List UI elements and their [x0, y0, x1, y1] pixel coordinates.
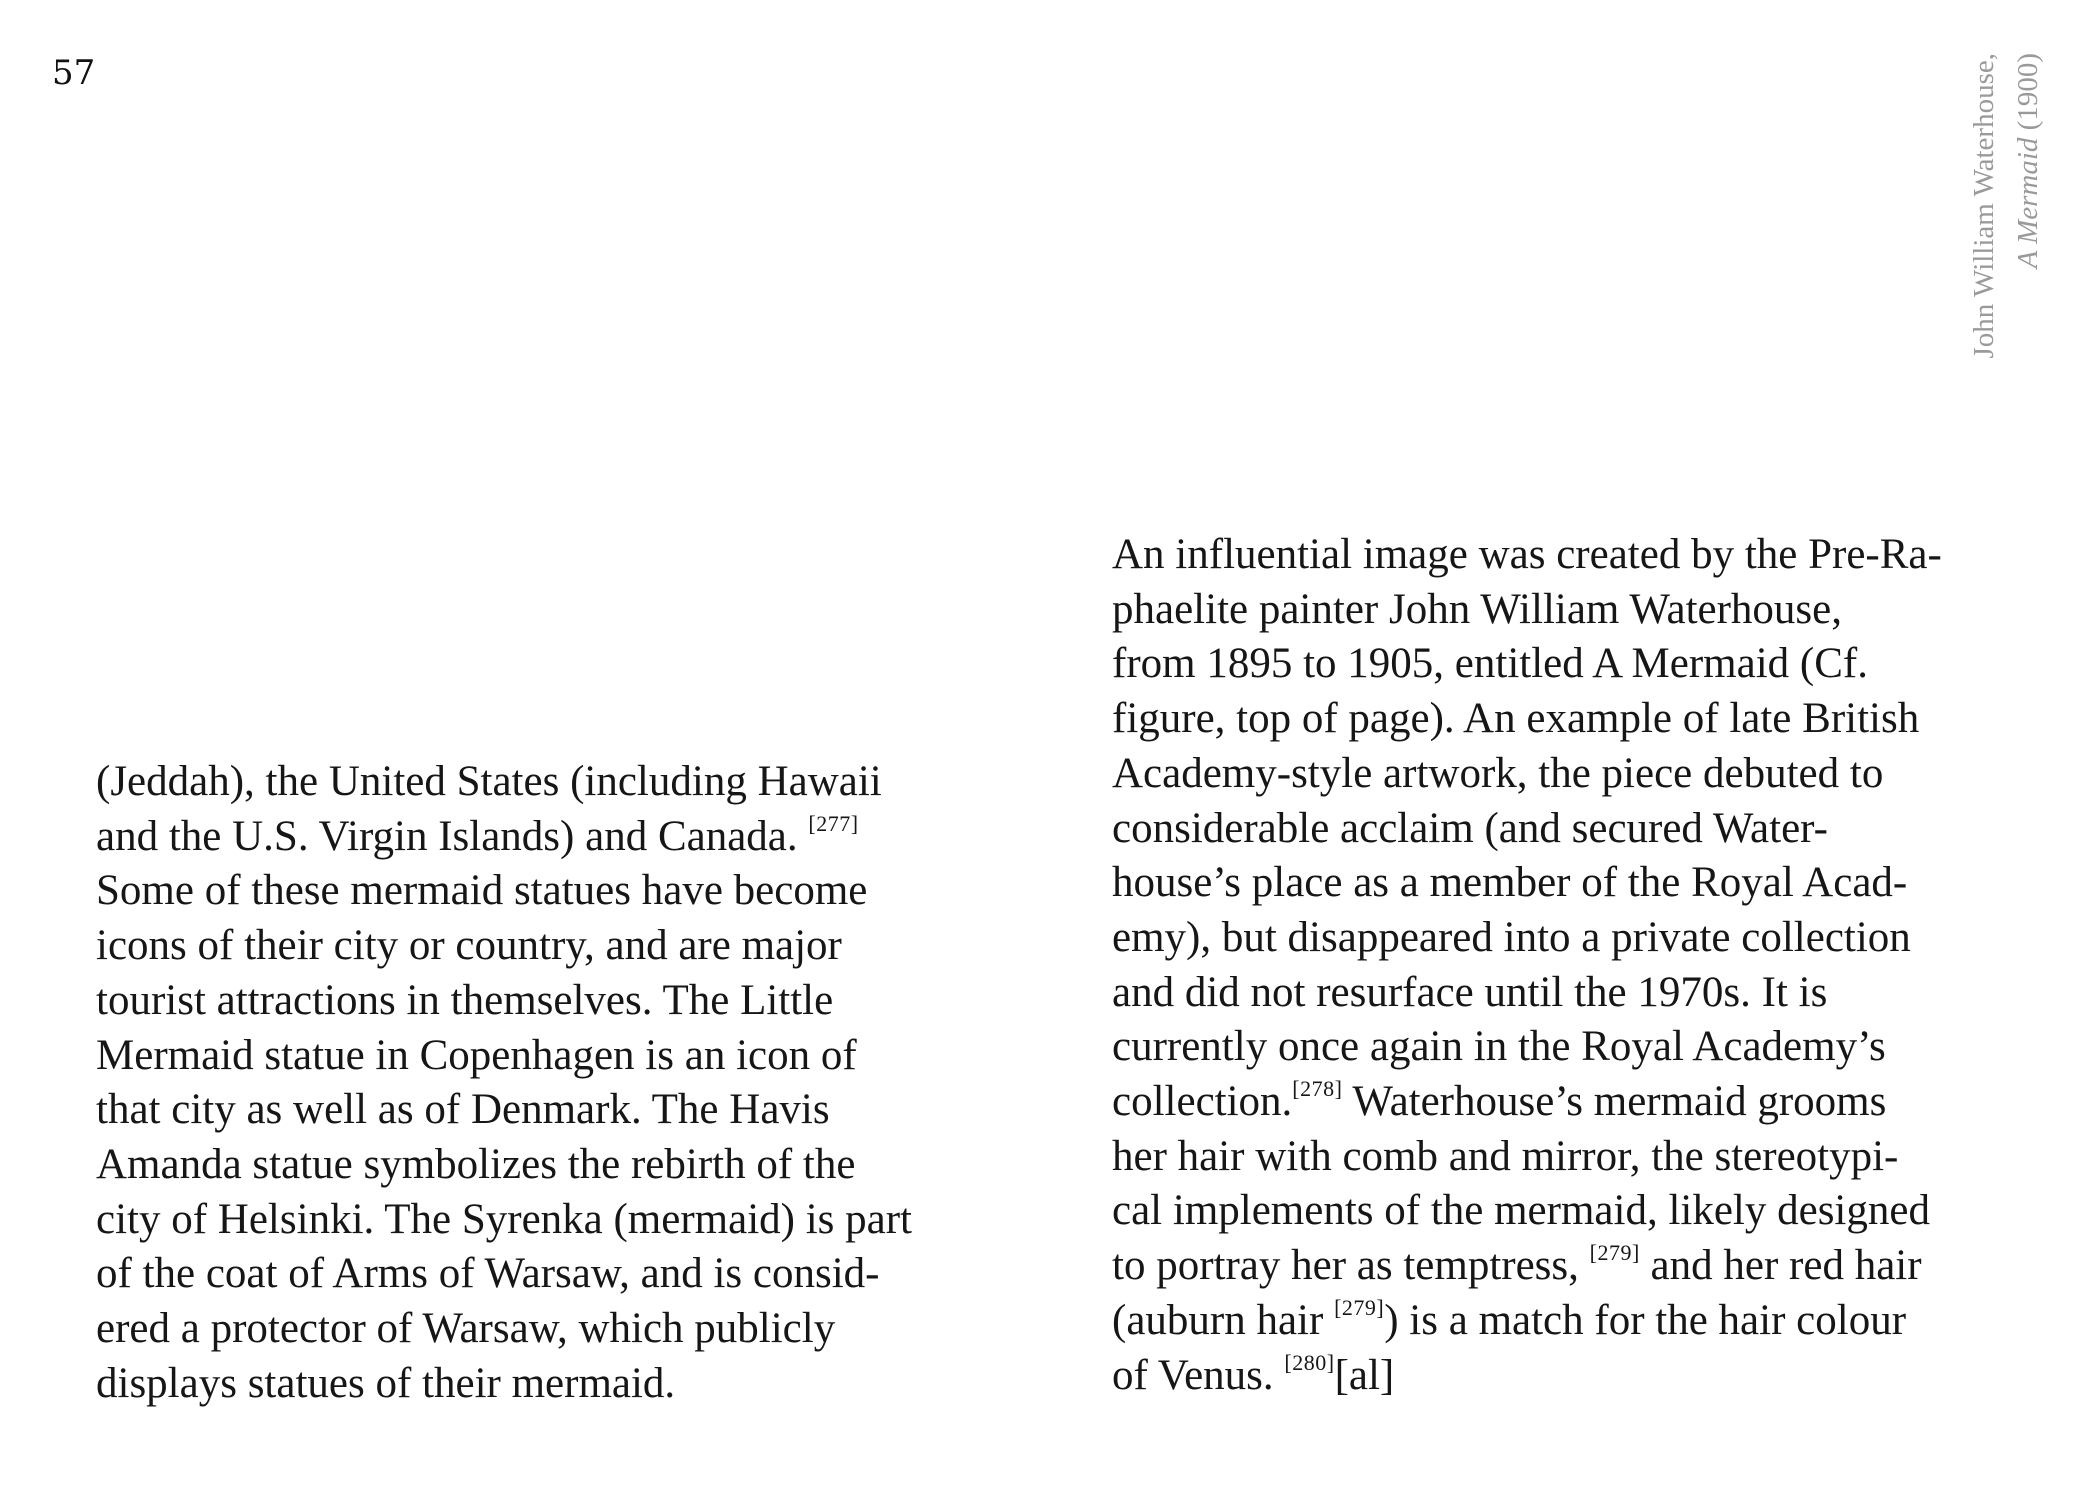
text-line: figure, top of page). An example of late British	[1112, 695, 1920, 743]
text-line	[1112, 1239, 1942, 1294]
text-line: from 1895 to 1905, entitled A Mermaid (Cf.	[1112, 640, 1868, 688]
text-run: of Venus.	[1112, 1351, 1285, 1399]
text-run: Waterhouse’s mermaid grooms	[1342, 1078, 1887, 1126]
text-line: that city as well as of Denmark. The Havis	[96, 1086, 830, 1134]
figure-caption	[1962, 53, 2050, 383]
text-run: and the U.S. Virgin Islands) and Canada.	[96, 812, 798, 860]
text-line: displays statues of their mermaid.	[96, 1359, 676, 1407]
text-run: to portray her as temptress,	[1112, 1242, 1590, 1290]
text-line: city of Helsinki. The Syrenka (mermaid) is part	[96, 1195, 912, 1243]
caption-title-line	[2006, 53, 2050, 383]
right-text-column	[1112, 528, 1942, 1403]
text-line: Amanda statue symbolizes the rebirth of the	[96, 1140, 856, 1188]
text-run: (auburn hair	[1112, 1296, 1335, 1344]
text-line: Academy-style artwork, the piece debuted to	[1112, 749, 1884, 797]
text-line: currently once again in the Royal Academy’s	[1112, 1023, 1886, 1071]
text-line: considerable acclaim (and secured Water-	[1112, 804, 1828, 852]
text-line: of the coat of Arms of Warsaw, and is consid-	[96, 1250, 880, 1298]
text-run: and her red hair	[1639, 1242, 1922, 1290]
left-text-column	[96, 755, 912, 1411]
text-line: emy), but disappeared into a private collection	[1112, 913, 1911, 961]
text-line: her hair with comb and mirror, the stereotypi-	[1112, 1132, 1899, 1180]
text-line: and did not resurface until the 1970s. It is	[1112, 968, 1828, 1016]
text-run: collection.	[1112, 1078, 1293, 1126]
footnote-ref[interactable]: [278]	[1292, 1076, 1343, 1102]
text-line: icons of their city or country, and are major	[96, 922, 842, 970]
text-line	[1112, 1349, 1942, 1404]
page-number: 57	[52, 53, 96, 93]
text-line: (Jeddah), the United States (including Hawaii	[96, 758, 882, 805]
text-line: ered a protector of Warsaw, which publicly	[96, 1305, 836, 1353]
footnote-ref[interactable]: [279]	[1589, 1240, 1640, 1266]
caption-artist: John William Waterhouse,	[1968, 53, 2000, 359]
text-line: Mermaid statue in Copenhagen is an icon of	[96, 1031, 857, 1079]
text-line: cal implements of the mermaid, likely designed	[1112, 1187, 1930, 1235]
text-line	[1112, 1075, 1942, 1130]
text-line: tourist attractions in themselves. The Little	[96, 976, 834, 1024]
caption-title: A Mermaid	[2012, 137, 2044, 269]
text-line: Some of these mermaid statues have become	[96, 867, 868, 915]
caption-year: (1900)	[2012, 53, 2044, 131]
footnote-ref[interactable]: [280]	[1284, 1349, 1335, 1375]
text-line: phaelite painter John William Waterhouse,	[1112, 585, 1842, 633]
text-run: ) is a match for the hair colour	[1384, 1296, 1907, 1344]
text-line	[96, 810, 912, 865]
footnote-ref[interactable]: [279]	[1334, 1294, 1385, 1320]
text-line	[1112, 1294, 1942, 1349]
note-marker[interactable]: [al]	[1334, 1351, 1395, 1399]
text-line: house’s place as a member of the Royal Acad-	[1112, 859, 1908, 907]
text-line: An influential image was created by the Pre-Ra-	[1112, 531, 1942, 578]
footnote-ref[interactable]: [277]	[808, 810, 859, 836]
